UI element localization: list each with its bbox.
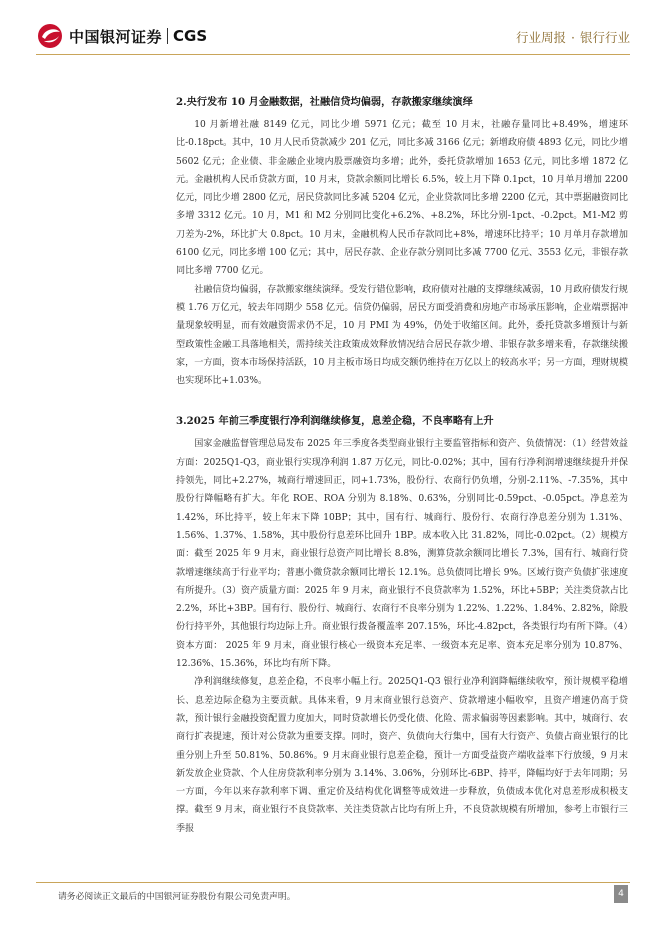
header-divider	[36, 54, 630, 55]
report-tag	[516, 28, 630, 46]
logo-separator	[167, 28, 168, 44]
section-2-paragraph-2: 社融信贷均偏弱，存款搬家继续演绎。受发行错位影响，政府债对社融的支撑继续减弱，10 月政府债发行规模 1.76 万亿元，较去年同期少 558 亿元。信贷仍偏弱，居民方面受消费和房地产市场承压影响，企业端票据冲量现象较明显，而有效融资需求仍不足，10 月 PMI 为 49%，仍处于收缩区间。此外，委托贷款多增预计与新型政策性金融工具落地相关，需持续关注政策成效释放情况结合居民存款少增、非银存款多增来看，存款继续搬家，一方面，资本市场保持活跃，10 月主板市场日均成交额仍维持在万亿以上的较高水平；另一方面，理财规模也实现环比+1.03%。	[176, 284, 628, 387]
footer-divider	[36, 882, 630, 883]
section-spacer	[176, 401, 628, 411]
section-3-title: 3.2025 年前三季度银行净利润继续修复，息差企稳，不良率略有上升	[176, 415, 494, 428]
logo-text: 中国银河证券	[69, 27, 163, 46]
section-spacer	[176, 390, 628, 401]
section-2-paragraph-1: 10 月新增社融 8149 亿元，同比少增 5971 亿元；截至 10 月末，社融存量同比+8.49%，增速环比-0.18pct。其中，10 月人民币贷款减少 201 亿元，同比多减 3166 亿元；新增政府债 4893 亿元，同比少增 5602 亿元；企业债、非金融企业境内股票融资均多增；此外，委托贷款增加 1653 亿元，同比多增 1872 亿元。金融机构人民币贷款方面，10 月末，贷款余额同比增长 6.5%，较上月下降 0.1pct，10 月单月增加 2200 亿元，同比少增 2800 亿元，居民贷款同比多减 5204 亿元，企业贷款同比多增 2200 亿元，其中票据融资同比多增 3312 亿元。10 月，M1 和 M2 分别同比变化+6.2%、+8.2%，环比分别-1pct、-0.2pct。M1-M2 剪刀差为-2%，环比扩大 0.8pct。10 月末，金融机构人民币存款同比+8%，增速环比持平；10 月单月存款增加 6100 亿元，同比多增 100 亿元；其中，居民存款、企业存款分别同比多减 7700 亿元、3553 亿元，非银存款同比多增 7700 亿元。	[176, 120, 628, 277]
cgs-logo-icon	[36, 22, 64, 50]
report-type: 行业周报	[515, 30, 566, 45]
industry-label: 银行行业	[579, 30, 630, 45]
section-2-title: 2.央行发布 10 月金融数据，社融信贷均偏弱，存款搬家继续演绎	[176, 96, 473, 108]
page-number: 4	[614, 885, 628, 903]
company-logo	[36, 22, 207, 50]
main-content	[176, 92, 628, 838]
section-3-paragraph-1: 国家金融监督管理总局发布 2025 年三季度各类型商业银行主要监管指标和资产、负债情况：（1）经营效益方面：2025Q1-Q3，商业银行实现净利润 1.87 万亿元，同比-0.02%；其中，国有行净利润增速继续提升并保持领先，同比+2.27%，城商行增速回正，同+1.73%，股份行、农商行仍负增，分别-2.11%、-7.35%，其中股份行降幅略有扩大。年化 ROE、ROA 分别为 8.18%、0.63%，分别同比-0.59pct、-0.05pct。净息差为 1.42%，环比持平，较上年末下降 10BP；其中，国有行、城商行、股份行、农商行净息差分别为 1.31%、1.56%、1.37%、1.58%，其中股份行息差环比回升 1BP。成本收入比 31.82%，同比-0.02pct。（2）规模方面：截至 2025 年 9 月末，商业银行总资产同比增长 8.8%，测算贷款余额同比增长 7.3%，国有行、城商行贷款增速继续高于行业平均；普惠小微贷款余额同比增长 12.1%。总负债同比增长 9%。区域行资产负债扩张速度有所提升。（3）资产质量方面：2025 年 9 月末，商业银行不良贷款率为 1.52%，环比+5BP；关注类贷款占比 2.2%，环比+3BP。国有行、股份行、城商行、农商行不良率分别为 1.22%、1.22%、1.84%、2.82%，除股份行持平外，其他银行均边际上升。商业银行拨备覆盖率 207.15%，环比-4.82pct，各类银行均有所下降。（4）资本方面： 2025 年 9 月末，商业银行核心一级资本充足率、一级资本充足率、资本充足率分别为 10.87%、12.36%、15.36%，环比均有所下降。	[176, 439, 628, 670]
page-header	[0, 0, 662, 62]
logo-abbr: CGS	[173, 27, 208, 45]
disclaimer-text: 请务必阅读正文最后的中国银河证券股份有限公司免责声明。	[58, 892, 296, 902]
tag-separator: ·	[571, 30, 575, 45]
section-3-paragraph-2: 净利润继续修复，息差企稳，不良率小幅上行。2025Q1-Q3 银行业净利润降幅继续收窄，预计规模平稳增长、息差边际企稳为主要贡献。具体来看，9 月末商业银行总资产、贷款增速小幅收窄，且资产增速仍高于贷款，预计银行金融投资配置力度加大，同时贷款增长仍受化债、化险、需求偏弱等因素影响。其中，城商行、农商行扩表提速，预计对公贷款为重要支撑。同时，资产、负债向大行集中，国有大行资产、负债占商业银行的比重分别上升至 50.81%、50.86%。9 月末商业银行息差企稳，预计一方面受益资产端收益率下行放缓，9 月末新发放企业贷款、个人住房贷款利率分别为 3.14%、3.06%，分别环比-6BP、持平，降幅均好于去年同期；另一方面，今年以来存款利率下调、重定价及结构优化调整等成效进一步释放，负债成本优化对息差形成积极支撑。截至 9 月末，商业银行不良贷款率、关注类贷款占比均有所上升，不良贷款规模有所增加，参考上市银行三季报	[176, 677, 628, 834]
